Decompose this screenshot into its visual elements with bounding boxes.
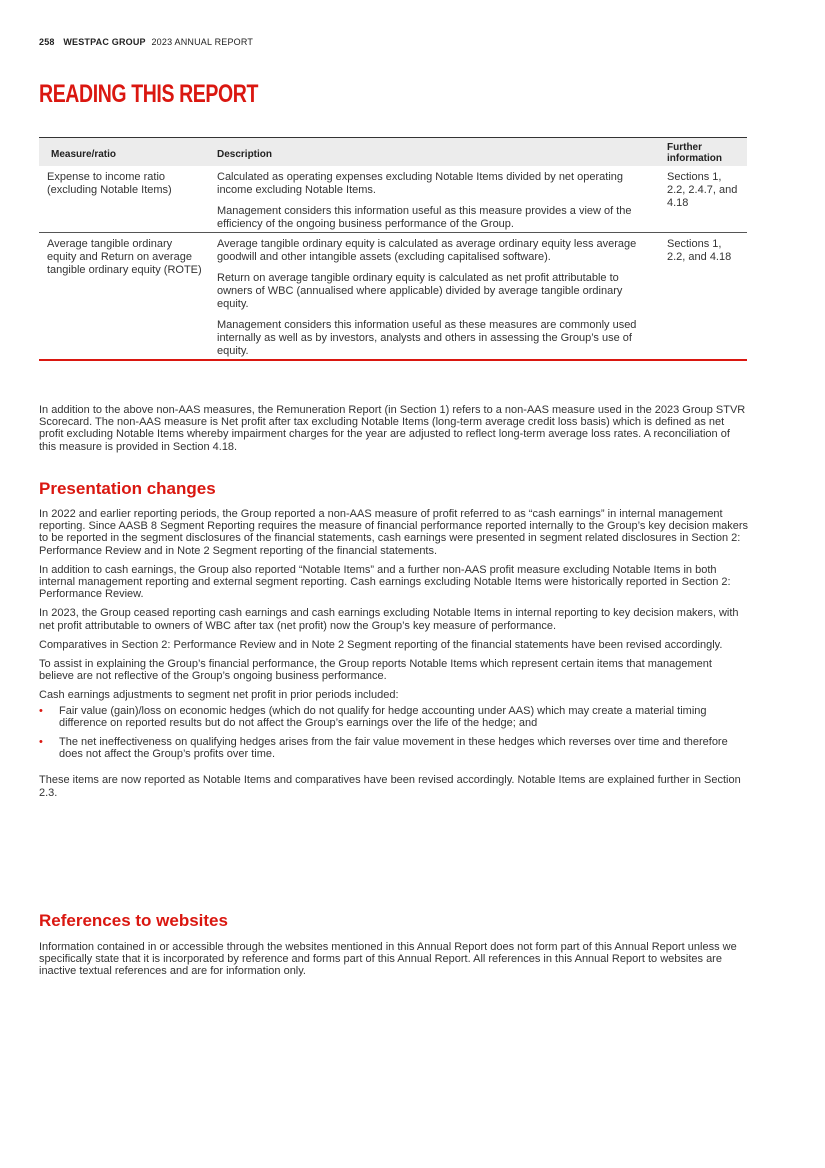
body-paragraph: Comparatives in Section 2: Performance Review and in Note 2 Segment reporting of the financial statements have been revised accordingly. [39,638,723,651]
running-header [39,37,253,47]
column-header-measure: Measure/ratio [51,149,117,160]
bullet-item: • Fair value (gain)/loss on economic hedges (which do not qualify for hedge accounting under AAS) which may create a material timing difference on reported results but do not affect the Group’s earnings over the life of the hedge; and [39,705,749,729]
brand-name: WESTPAC GROUP [63,37,146,47]
measure-cell: Average tangible ordinary equity and Return on average tangible ordinary equity (ROTE) [39,233,209,361]
description-paragraph: Management considers this information useful as this measure provides a view of the efficiency of the ongoing business performance of the Group. [217,205,632,230]
description-paragraph: Average tangible ordinary equity is calculated as average ordinary equity less average goodwill and other intangible assets (excluding capitalised software). [217,238,637,263]
report-name: 2023 ANNUAL REPORT [151,37,254,47]
body-paragraph: In 2023, the Group ceased reporting cash earnings and cash earnings excluding Notable Items in internal reporting to key decision makers, with net profit attributable to owners of WBC after tax (net profit) now the Group’s key measure of performance. [39,607,739,632]
description-cell [209,233,659,361]
measures-table [39,137,747,361]
presentation-changes-section [39,508,749,806]
description-cell [209,166,659,233]
intro-paragraph: In addition to the above non-AAS measures, the Remuneration Report (in Section 1) refers to a non-AAS measure used in the 2023 Group STVR Scorecard. The non-AAS measure is Net profit after tax excluding Notable Items (long-term average credit loss basis) which is defined as net profit excluding Notable Items whereby impairment charges for the year are adjusted to reflect long-term average loss rates. A reconciliation of this measure is provided in Section 4.18. [39,404,746,453]
measure-cell: Expense to income ratio (excluding Notable Items) [39,166,209,233]
description-paragraph: Calculated as operating expenses excluding Notable Items divided by net operating income excluding Notable Items. [217,171,624,196]
websites-paragraph: Information contained in or accessible through the websites mentioned in this Annual Report does not form part of this Annual Report unless we specifically state that it is incorporated by reference and forms part of this Annual Report. All references in this Annual Report to websites are inactive textual references and are for information only. [39,941,737,978]
page-title: READING THIS REPORT [39,80,259,108]
page-number: 258 [39,37,55,47]
description-paragraph: Management considers this information useful as these measures are commonly used internally as well as by investors, analysts and others in assessing the Group’s use of equity. [217,319,637,357]
table-header-row [39,138,747,167]
body-paragraph: In addition to cash earnings, the Group also reported “Notable Items” and a further non-AAS profit measure excluding Notable Items in both internal management reporting and external segment reporting. Cash earnings excluding Notable Items were historically reported in Section 2: Performance Review. [39,563,731,601]
body-paragraph: In 2022 and earlier reporting periods, the Group reported a non-AAS measure of profit referred to as “cash earnings” in internal management reporting. Since AASB 8 Segment Reporting requires the measure of financial performance reported internally to the Group’s key decision makers to be reported in the segment disclosures of the financial statements, cash earnings were presented in segment related disclosures in Section 2: Performance Review and in Note 2 Segment reporting of the financial statements. [39,508,749,557]
table-row [39,166,747,233]
presentation-changes-heading: Presentation changes [39,479,216,498]
bullet-item: • The net ineffectiveness on qualifying hedges arises from the fair value movement in these hedges which reverses over time and therefore does not affect the Group’s profits over time. [39,736,749,760]
further-information-cell: Sections 1, 2.2, and 4.18 [659,233,747,361]
table-row [39,233,747,361]
column-header-description: Description [217,149,273,160]
body-paragraph: Cash earnings adjustments to segment net profit in prior periods included: [39,689,399,702]
body-paragraph: To assist in explaining the Group’s financial performance, the Group reports Notable Items which represent certain items that management believe are not reflective of the Group’s ongoing business performance. [39,658,712,683]
column-header-further-information: Further information [667,142,722,164]
body-paragraph: These items are now reported as Notable Items and comparatives have been revised accordingly. Notable Items are explained further in Section 2.3. [39,774,741,799]
further-information-cell: Sections 1, 2.2, 2.4.7, and 4.18 [659,166,747,233]
bullet-list [39,705,749,761]
references-to-websites-heading: References to websites [39,911,228,930]
description-paragraph: Return on average tangible ordinary equity is calculated as net profit attributable to owners of WBC (annualised where applicable) divided by average tangible ordinary equity. [217,272,623,310]
